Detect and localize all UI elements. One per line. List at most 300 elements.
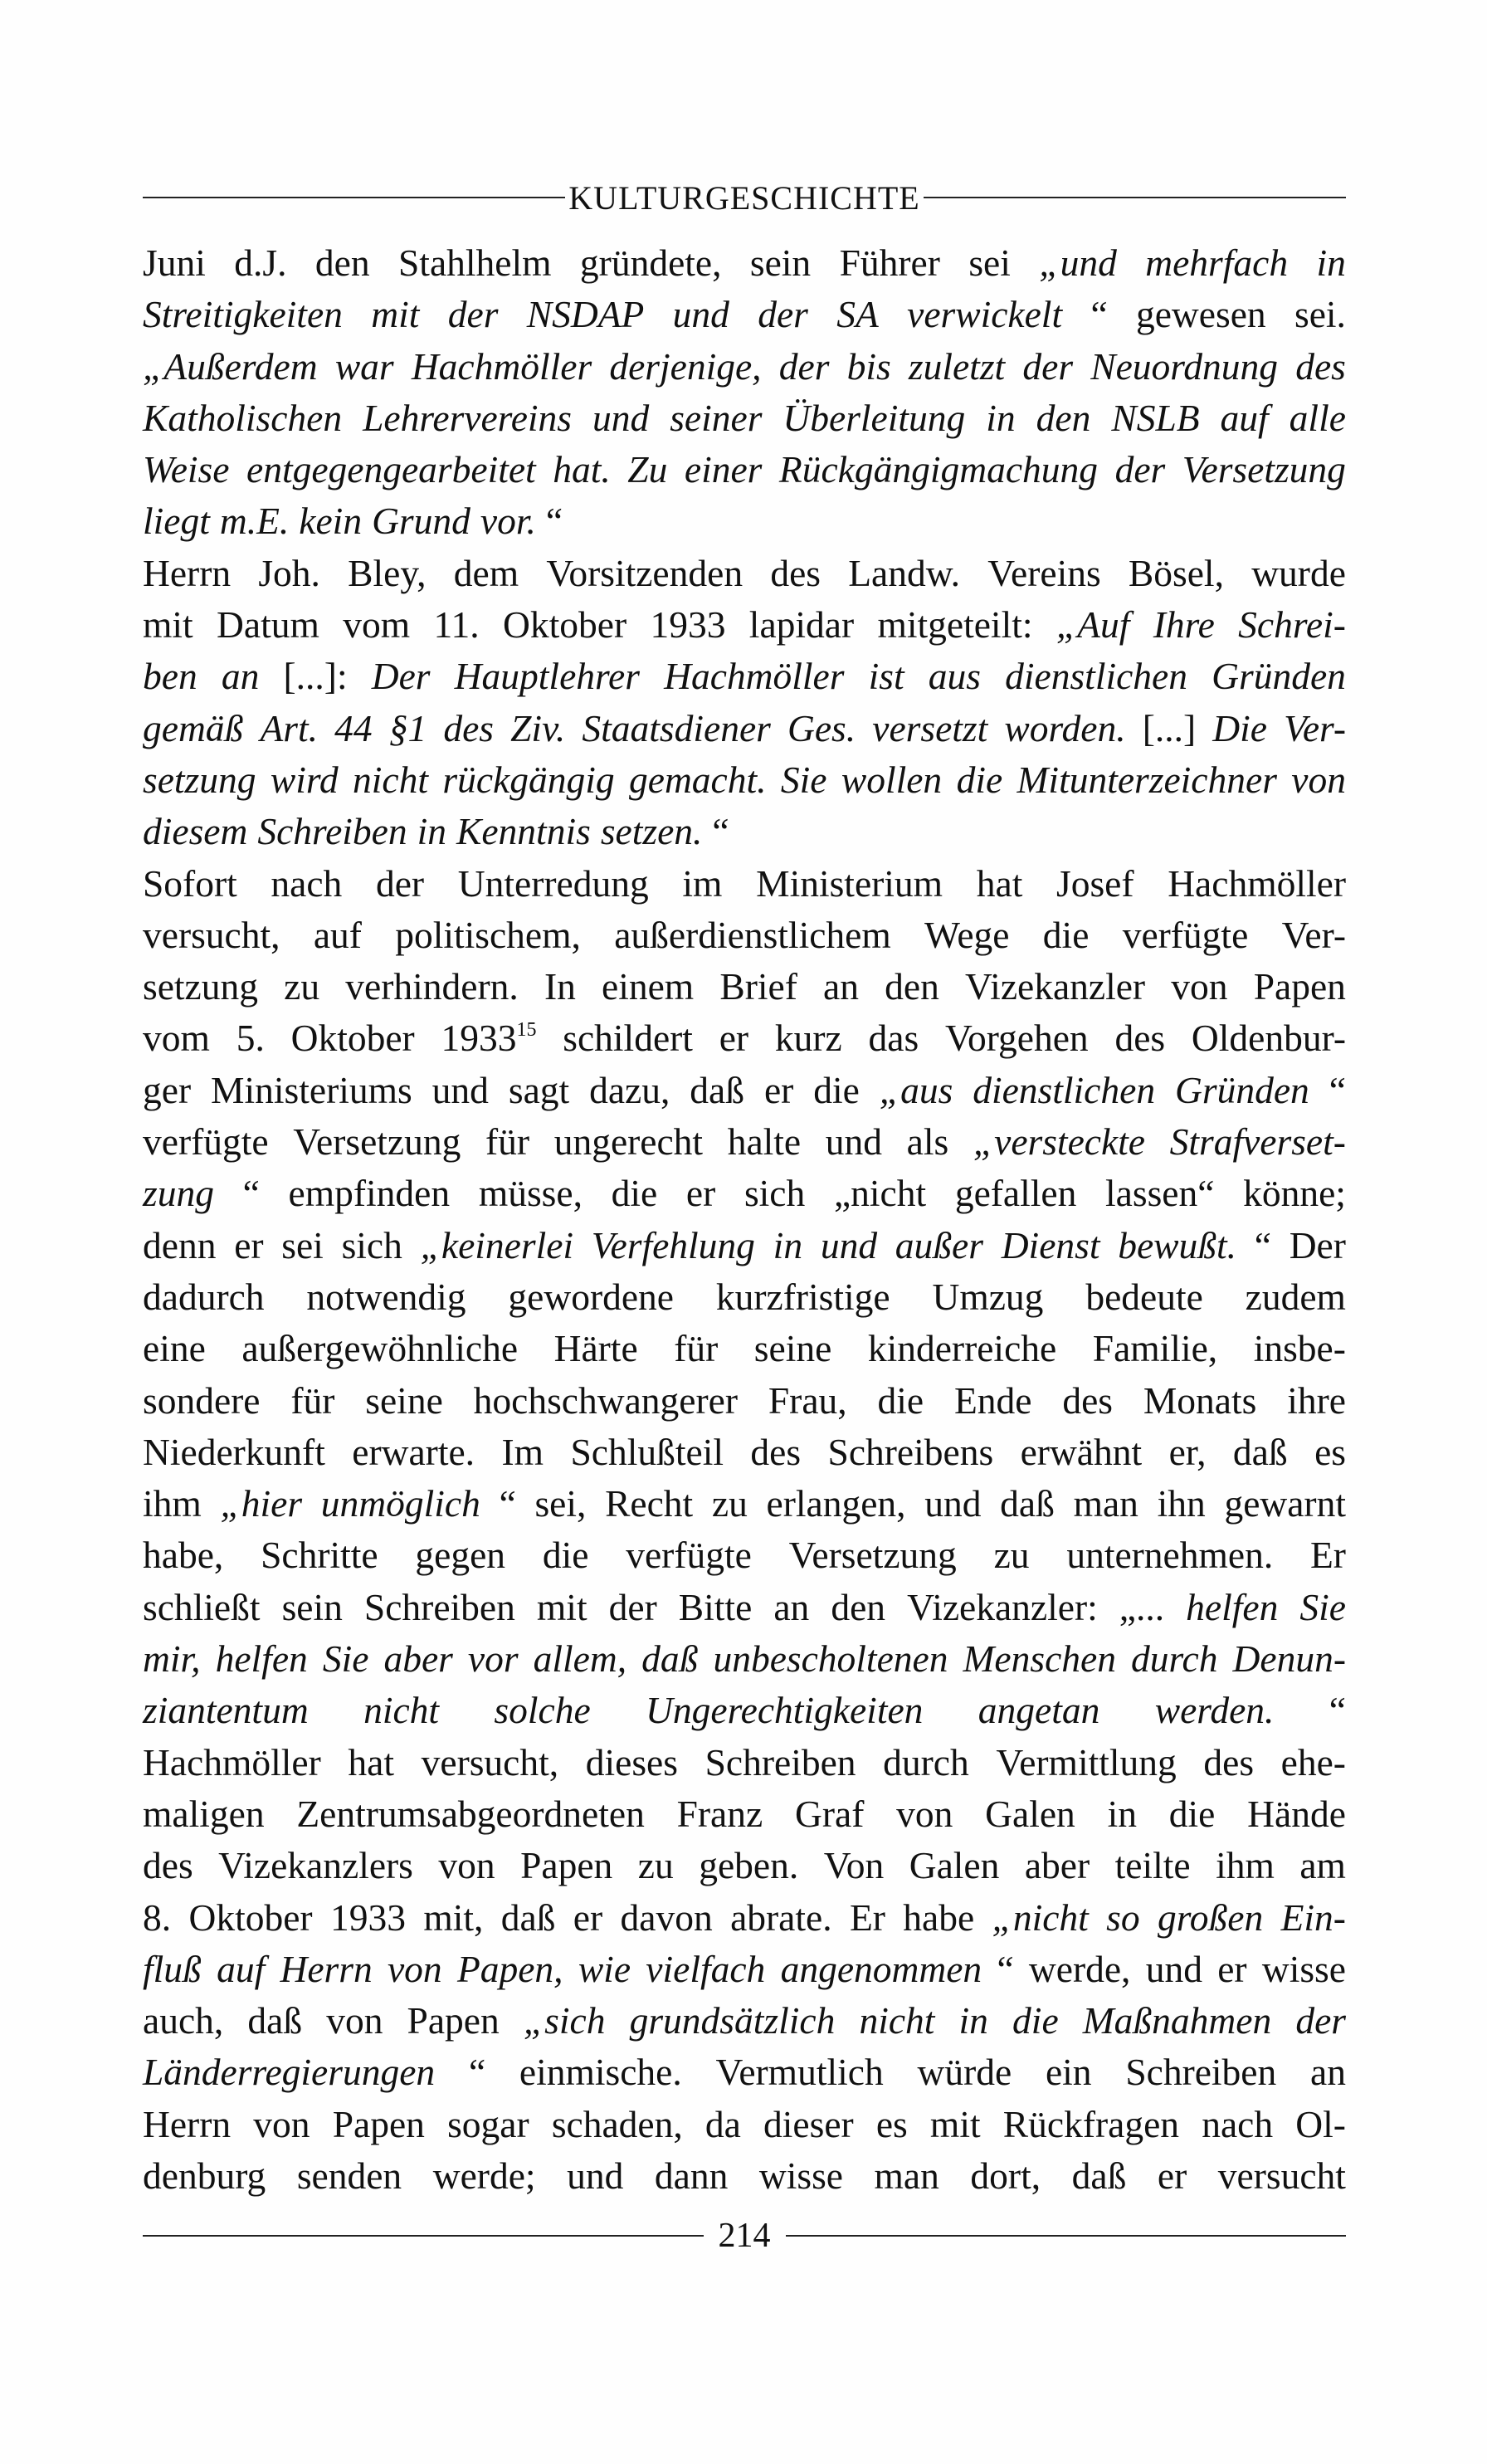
word [699,1840,798,1891]
word [501,1892,556,1944]
word [716,2047,884,2098]
word-text: nicht [859,1999,935,2042]
word [986,393,1015,444]
word-text: gegen [415,1534,506,1577]
word-text: bewußt. [1118,1223,1237,1266]
word-text: politischem, [395,913,581,956]
word-text: Ver- [1281,913,1346,956]
word [143,1168,214,1219]
word [1029,1944,1131,1995]
word [601,806,703,857]
word [1317,237,1346,289]
word [220,1478,302,1530]
word-text: von [1291,758,1346,801]
word-text: 8. [143,1896,172,1939]
text-line [143,1427,1346,1478]
word [315,237,370,289]
word [959,1995,988,2047]
word-text: habe [903,1896,975,1939]
word [977,858,1023,910]
word [1143,703,1196,754]
word [945,1012,1089,1064]
word-text: empfinden [288,1172,451,1215]
word-text: Ende [953,1378,1032,1422]
word-text: den [885,965,939,1008]
word-text: Oldenbur- [1191,1017,1346,1060]
word-text: im [682,861,723,905]
word-text: dieses [585,1740,678,1783]
word-text: Rückgängigmachung [778,448,1099,491]
word [1119,1582,1164,1633]
text-line [143,1012,1346,1064]
word-text: “ [1090,293,1108,336]
word [670,393,762,444]
word [468,1633,519,1685]
word-text: dann [654,2154,729,2197]
word [614,910,891,961]
word-text: Härte [553,1327,638,1370]
word [1299,1840,1346,1891]
word-text: den [831,1585,886,1628]
word-text: dienstlichen [1005,655,1187,698]
word-text: einmische. [519,2051,682,2094]
word [372,651,431,702]
word-text: aus [928,655,981,698]
word-text: von [896,1792,953,1835]
word-text: Familie, [1092,1327,1218,1370]
word-text: Papen [1253,965,1346,1008]
word [1192,1012,1346,1064]
word-text: von [326,1999,383,2042]
word-text: Schrei- [1238,603,1346,646]
word-text: Brief [719,965,797,1008]
word [334,703,373,754]
word-text: hat [348,1740,394,1783]
word-text: Weise [143,448,230,491]
word-text: den [1036,396,1091,439]
word [447,2099,529,2150]
word-text: die [813,1068,860,1111]
word-text: Versetzung [788,1534,957,1577]
word-text: denburg [143,2154,266,2197]
word-text: Zentrumsabgeordneten [296,1792,645,1835]
word [712,806,729,857]
word-text: nach [1202,2102,1274,2145]
word [1216,1840,1275,1891]
word-text: den [314,242,370,284]
word-text: Josef [1056,861,1134,905]
word-text: versetzt [872,706,988,749]
word [241,1323,518,1374]
word-text: angenommen [780,1947,982,1990]
word [1105,1168,1214,1219]
word [895,1220,983,1271]
word [1290,1220,1346,1271]
word-text: der [758,293,808,336]
word [878,1375,924,1427]
word [626,1530,752,1581]
word-text: gemacht. [629,758,767,801]
word-text: derjenige, [609,344,762,388]
word [877,599,1032,651]
word [773,1582,809,1633]
word [143,2150,266,2202]
word [372,495,470,547]
word [143,289,343,340]
word [261,1530,378,1581]
word-text: sei [968,242,1011,284]
word-text: dieser [763,2102,854,2145]
word [510,703,565,754]
text-line [143,1685,1346,1736]
word [985,1788,1075,1840]
word-text: kurz [774,1017,842,1060]
word [544,961,576,1012]
text-line [143,1788,1346,1840]
word [246,444,536,495]
word-text: Gründen [1212,655,1346,698]
word-text: Schlußteil [570,1430,724,1473]
word-text: dort, [970,2154,1041,2197]
word [1123,910,1249,961]
word [650,599,725,651]
word [612,1168,658,1219]
word [907,1116,949,1168]
word-text: Hachmöller [143,1740,321,1783]
word-text: setzung [143,965,258,1008]
word [524,1995,606,2047]
word-text: seine [365,1378,443,1422]
word-text: Papen [332,2102,425,2145]
word [554,1116,703,1168]
word-text: durch [1131,1637,1218,1681]
word-text: verwickelt [907,293,1063,336]
word [1295,341,1346,393]
word [875,2150,939,2202]
word-text: „versteckte [973,1120,1145,1164]
word [143,961,258,1012]
word-text: werden. [1154,1689,1275,1732]
word [1169,1427,1207,1478]
text-line [143,806,1346,857]
word [744,1168,805,1219]
word-text: und [592,396,650,439]
word [627,444,667,495]
word-text: daß [690,1068,744,1111]
word [534,1478,586,1530]
word-text: für [674,1327,719,1370]
word-text: Papen [407,1999,500,2042]
word-text: einem [602,965,695,1008]
word [216,1633,308,1685]
word [1111,393,1199,444]
word-text: mit [536,1585,587,1628]
word-text: sei. [1294,293,1346,336]
word [296,1788,644,1840]
word-text: mir, [143,1637,201,1681]
word-text: außergewöhnliche [241,1327,519,1370]
word-text: Sie [1299,1585,1346,1628]
word [363,1685,439,1736]
word [1224,1478,1346,1530]
word-text: rückgängig [442,758,615,801]
word [143,2099,231,2150]
word [1146,1944,1202,1995]
word [789,1530,957,1581]
word-text: wollen [841,758,943,801]
word [1090,289,1107,340]
word-text: an [1310,2051,1346,2094]
word [395,910,581,961]
word [422,1737,559,1788]
text-line [143,858,1346,910]
word-text: erwarte. [352,1430,475,1473]
word [1168,858,1346,910]
word [759,2150,843,2202]
word-text: des [443,706,494,749]
word [271,858,342,910]
word [1254,1323,1346,1374]
word-text: ehe- [1280,1740,1346,1783]
word [1118,1220,1236,1271]
word [1143,1375,1257,1427]
word [750,1427,801,1478]
word-text: Gründen [1175,1068,1309,1111]
word-text: Vermutlich [715,2051,884,2094]
word [1131,1633,1217,1685]
word-text: dem [453,551,519,594]
word-text: Die [1212,706,1267,749]
word [537,1582,587,1633]
word [821,1220,877,1271]
word-text: Vermittlung [996,1740,1177,1783]
word [1218,2150,1346,2202]
word-text: er [1217,1947,1247,1990]
word [1182,444,1346,495]
word-text: auch, [143,1999,224,2042]
word [730,1892,832,1944]
word-text: Schreiben [257,810,407,853]
word-text: insbe- [1253,1327,1346,1370]
word-text: setzen. [600,810,703,853]
word-text: Vizekanzler [965,965,1146,1008]
word [455,651,640,702]
word [997,1944,1013,1995]
word [306,1271,466,1323]
word [872,703,987,754]
body-text [143,237,1346,2202]
word-text: daß [1232,1430,1288,1473]
word-text: Franz [676,1792,763,1835]
word [1202,2099,1273,2150]
word [143,599,193,651]
word-text: „hier [220,1482,303,1525]
word-text: helfen [215,1637,308,1681]
word-text: daß [247,1999,303,2042]
word-text: [...]: [283,655,348,698]
word [297,2150,402,2202]
word [345,961,518,1012]
word [143,806,247,857]
word [143,1633,201,1685]
word [500,1478,516,1530]
word [609,341,761,393]
word [917,2047,1012,2098]
word [234,237,286,289]
word [781,1944,982,1995]
word [543,1530,589,1581]
word [353,754,428,806]
word [1056,599,1130,651]
text-line [143,444,1346,495]
word-text: ungerecht [553,1120,704,1164]
word [957,754,1003,806]
word-text: sich [341,1223,402,1266]
word-text: gewordene [508,1275,674,1318]
word-text: vielfach [646,1947,766,1990]
word [630,1995,836,2047]
word-text: auf [217,1947,266,1990]
word [754,1323,832,1374]
word-text: Vorsitzenden [546,551,744,594]
word [143,1840,193,1891]
word [750,237,811,289]
word-text: solche [494,1689,591,1732]
word-text: “ [712,810,729,853]
word-text: Führer [839,242,940,284]
word [323,1633,369,1685]
word [965,961,1145,1012]
word [143,495,210,547]
word [299,495,362,547]
word-text: erwähnt [1020,1430,1143,1473]
word-text: hat. [553,448,611,491]
word [903,1892,974,1944]
word-text: Sie [780,758,827,801]
word-text: außerdienstlichem [614,913,891,956]
word-text: Papen [520,1844,613,1887]
word-text: mit, [423,1896,484,1939]
word [1169,1788,1216,1840]
word [1158,2150,1187,2202]
word-text: er, [1168,1430,1207,1473]
text-line [143,599,1346,651]
word-text: durch [883,1740,969,1783]
word [580,237,722,289]
text-line [143,548,1346,599]
word-text: Im [501,1430,544,1473]
word-text: Grund [372,500,470,543]
word-text: ben [143,655,197,698]
word-text: Ein- [1280,1896,1346,1939]
word-text: Der [1289,1223,1346,1266]
word [690,1065,744,1116]
word-text: er [763,1068,794,1111]
word [1072,2150,1127,2202]
word-text: die [1042,913,1090,956]
word-text: diesem [143,810,248,853]
word [448,289,499,340]
word [258,548,320,599]
word [930,2099,981,2150]
word-text: seiner [670,396,763,439]
word-text: und [825,1120,883,1164]
word [326,1995,383,2047]
word [686,1168,715,1219]
word-text: Ihre [1153,603,1215,646]
word-text: Bley, [348,551,427,594]
word-text: er [1157,2154,1187,2197]
text-line [143,1633,1346,1685]
word [770,548,821,599]
word [527,289,645,340]
word-text: der [375,861,425,905]
word [218,1840,413,1891]
word [1281,1737,1346,1788]
word [880,1065,953,1116]
word [1106,1892,1139,1944]
word-text: ein [1045,2051,1092,2094]
word [1217,1944,1246,1995]
word [850,1892,885,1944]
word-text: Schreiben [704,1740,856,1783]
word [454,548,519,599]
word-text: „Außerdem [143,344,318,388]
word-text: davon [620,1896,713,1939]
word [143,1012,210,1064]
word-text: notwendig [306,1275,466,1318]
word [282,1582,343,1633]
word [719,961,797,1012]
word-text: Von [823,1844,885,1887]
word-text: Bitte [678,1585,753,1628]
word [260,703,318,754]
word [234,1220,263,1271]
word-text: denn [143,1223,217,1266]
word-text: war [334,344,394,388]
word [970,2150,1041,2202]
word-text: gewarnt [1224,1482,1346,1525]
word [826,1116,882,1168]
word-text: 5. [236,1017,265,1060]
word-text: in [417,810,447,853]
text-line [143,1892,1346,1944]
word [674,1323,718,1374]
word-text: Maßnahmen [1082,1999,1272,2042]
word-text: so [1106,1896,1140,1939]
text-line [143,1375,1346,1427]
word-text: Länderregierungen [143,2051,436,2094]
word-text: für [485,1120,530,1164]
word [677,1788,763,1840]
word-text: kein [299,500,363,543]
word-text: ihn [1157,1482,1206,1525]
word-text: Bösel, [1128,551,1224,594]
word [389,703,427,754]
word [685,444,763,495]
word-text: Dienst [1001,1223,1100,1266]
word-text: geben. [699,1844,799,1887]
word-text: dazu, [589,1068,670,1111]
word-text: die [1012,1999,1059,2042]
word-text: ziantentum [143,1689,309,1732]
word [876,2099,908,2150]
word [781,754,827,806]
running-head [143,173,1346,222]
word [646,1944,765,1995]
word [1255,1220,1271,1271]
word-text: Überleitung [783,396,966,439]
